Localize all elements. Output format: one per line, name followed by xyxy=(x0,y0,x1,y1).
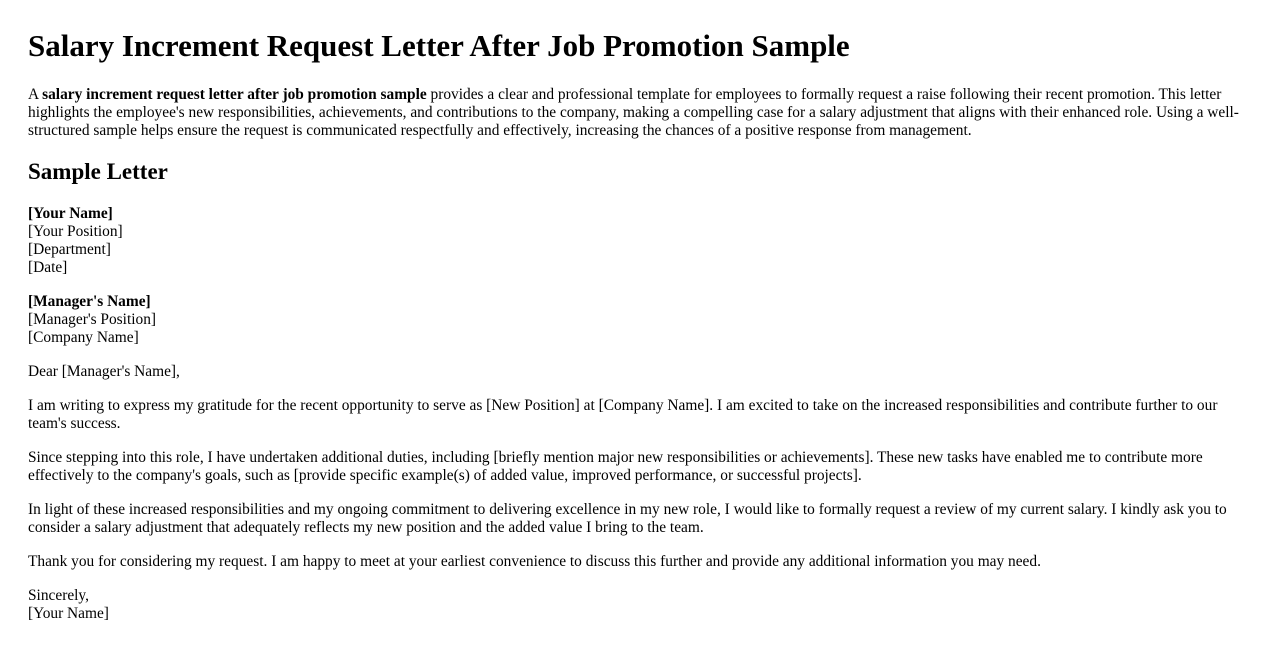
letter-greeting: Dear [Manager's Name], xyxy=(28,363,180,380)
letter-date: [Date] xyxy=(28,259,68,276)
sender-position: [Your Position] xyxy=(28,223,123,240)
intro-paragraph xyxy=(28,86,1250,140)
letter-paragraph: In light of these increased responsibilities and my ongoing commitment to delivering excellence in my new role, I would like to formally request a review of my current salary. I kindly ask you to consider a salary adjustment that adequately reflects my new position and the added value I bring to the team. xyxy=(28,501,1227,536)
recipient-name: [Manager's Name] xyxy=(28,293,151,310)
intro-lead: A xyxy=(28,86,43,103)
intro-rest: provides a clear and professional template for employees to formally request a raise following their recent promotion. This letter highlights the employee's new responsibilities, achievements, and contributions to the company, making a compelling case for a salary adjustment that aligns with their enhanced role. Using a well-structured sample helps ensure the request is communicated respectfully and effectively, increasing the chances of a positive response from management. xyxy=(28,86,1239,139)
signature-name: [Your Name] xyxy=(28,605,109,622)
recipient-company: [Company Name] xyxy=(28,329,139,346)
sender-department: [Department] xyxy=(28,241,111,258)
page-title: Salary Increment Request Letter After Job Promotion Sample xyxy=(28,28,850,63)
letter-paragraph: Since stepping into this role, I have undertaken additional duties, including [briefly mention major new responsibilities or achievements]. These new tasks have enabled me to contribute more effectively to the company's goals, such as [provide specific example(s) of added value, improved performance, or successful projects]. xyxy=(28,449,1203,484)
section-title: Sample Letter xyxy=(28,159,168,184)
recipient-position: [Manager's Position] xyxy=(28,311,157,328)
intro-emphasis: salary increment request letter after job promotion sample xyxy=(42,86,427,103)
closing-block xyxy=(28,587,1250,623)
letter-paragraph: I am writing to express my gratitude for the recent opportunity to serve as [New Position] at [Company Name]. I am excited to take on the increased responsibilities and contribute further to our team's success. xyxy=(28,397,1218,432)
valediction: Sincerely, xyxy=(28,587,89,604)
sender-name: [Your Name] xyxy=(28,205,113,222)
recipient-block xyxy=(28,293,1250,347)
sender-block xyxy=(28,205,1250,277)
letter-paragraph: Thank you for considering my request. I am happy to meet at your earliest convenience to discuss this further and provide any additional information you may need. xyxy=(28,553,1041,570)
